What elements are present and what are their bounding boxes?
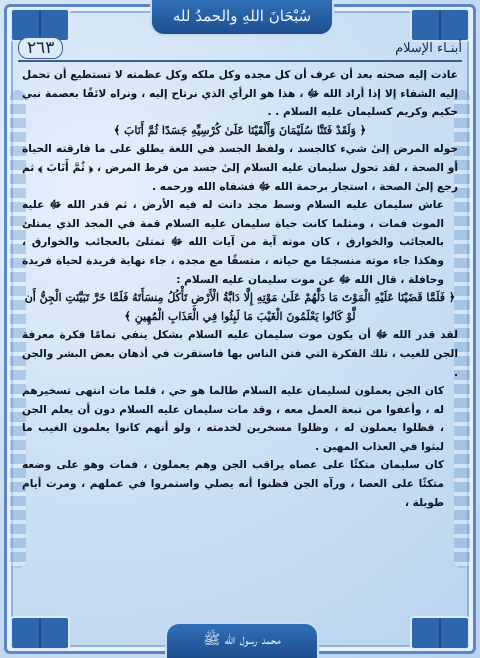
page-text bbox=[22, 66, 458, 618]
paragraph: حوله المرض إلىٰ شيء كالجسد ، ولفظ الجسد في اللغة يطلق على ما فارقته الحياة أو الصحة ، لقد تحول سليمان عليه السلام إلىٰ جسد من فرط المرض ، ﴿ ثُمَّ أَنَابَ ﴾ ثم رجع إلىٰ الصحة ، استجار برحمة الله ﷻ فشفاه الله ورحمه . bbox=[22, 143, 458, 193]
page-number: ٢٦٣ bbox=[18, 37, 63, 59]
paragraph: لقد قدر الله ﷻ أن يكون موت سليمان عليه السلام بشكل ينفي تمامًا فكرة معرفة الجن للغيب ، تلك الفكرة التي فتن الناس بها فاستقرت في أذهان بعض البشر والجن . bbox=[22, 329, 458, 379]
paragraph: عاش سليمان عليه السلام وسط مجد دانت له فيه الأرض ، ثم قدر الله ﷻ عليه الموت فمات ، ومثلما كانت حياة سليمان عليه السلام قمة في المجد الذي يمتلئ بالعجائب والخوارق ، كان موته آية من آيات الله ﷻ تمتلئ بالعجائب والخوارق ، وهكذا جاء موته منسجمًا مع حياته ، متسقًا مع مجده ، جاء نهاية فريدة لحياة فريدة وحافلة ، قال الله ﷻ عن موت سليمان عليه السلام : bbox=[22, 199, 444, 286]
paragraph: عادت إليه صحته بعد أن عرف أن كل مجده وكل ملكه وكل عظمته لا تستطيع أن تحمل إليه الشفاء إلا إذا أراد الله ﷻ ، هذا هو الرأي الذي نرتاح إليه ، ونراه لائقًا بعصمة نبي حكيم وكريم كسليمان عليه السلام . . bbox=[22, 69, 458, 119]
quran-verse: ﴿ وَلَقَدْ فَتَنَّا سُلَيْمَانَ وَأَلْقَيْنَا عَلَىٰ كُرْسِيِّهِ جَسَدًا ثُمَّ أَنَابَ ﴾ bbox=[113, 123, 367, 137]
paragraph: كان سليمان متكئًا على عصاه يراقب الجن وهم يعملون ، فمات وهو على وضعه متكئًا على العصا ، ورآه الجن فظنوا أنه يصلي واستمروا في عملهم ، ومرت أيام طويلة ، bbox=[22, 459, 444, 509]
bottom-calligraphy-banner: محمد رسول الله ﷺ bbox=[165, 622, 319, 658]
open-book-icon bbox=[410, 616, 470, 650]
page-header bbox=[18, 36, 462, 62]
paragraph: كان الجن يعملون لسليمان عليه السلام طالما هو حي ، فلما مات انتهى تسخيرهم له ، وأعفوا من تبعة العمل معه ، وقد مات سليمان عليه السلام دون أن يعلم الجن ، فظلوا يعملون له ، وظلوا مسخرين لخدمته ، ولو أنهم كانوا يعلمون الغيب ما لبثوا في العذاب المهين . bbox=[22, 385, 444, 453]
open-book-icon bbox=[10, 616, 70, 650]
book-title: أبنـاء الإسلام bbox=[395, 40, 462, 56]
quran-verse: ﴿ فَلَمَّا قَضَيْنَا عَلَيْهِ الْمَوْتَ مَا دَلَّهُمْ عَلَىٰ مَوْتِهِ إِلَّا دَابَّةُ الْأَرْضِ تَأْكُلُ مِنسَأَتَهُ فَلَمَّا خَرَّ تَبَيَّنَتِ الْجِنُّ أَن لَّوْ كَانُوا يَعْلَمُونَ الْغَيْبَ مَا لَبِثُوا فِي الْعَذَابِ الْمُهِينِ ﴾ bbox=[24, 291, 456, 323]
top-calligraphy-banner: سُبْحَانَ اللهِ والحمدُ لله bbox=[150, 0, 334, 36]
